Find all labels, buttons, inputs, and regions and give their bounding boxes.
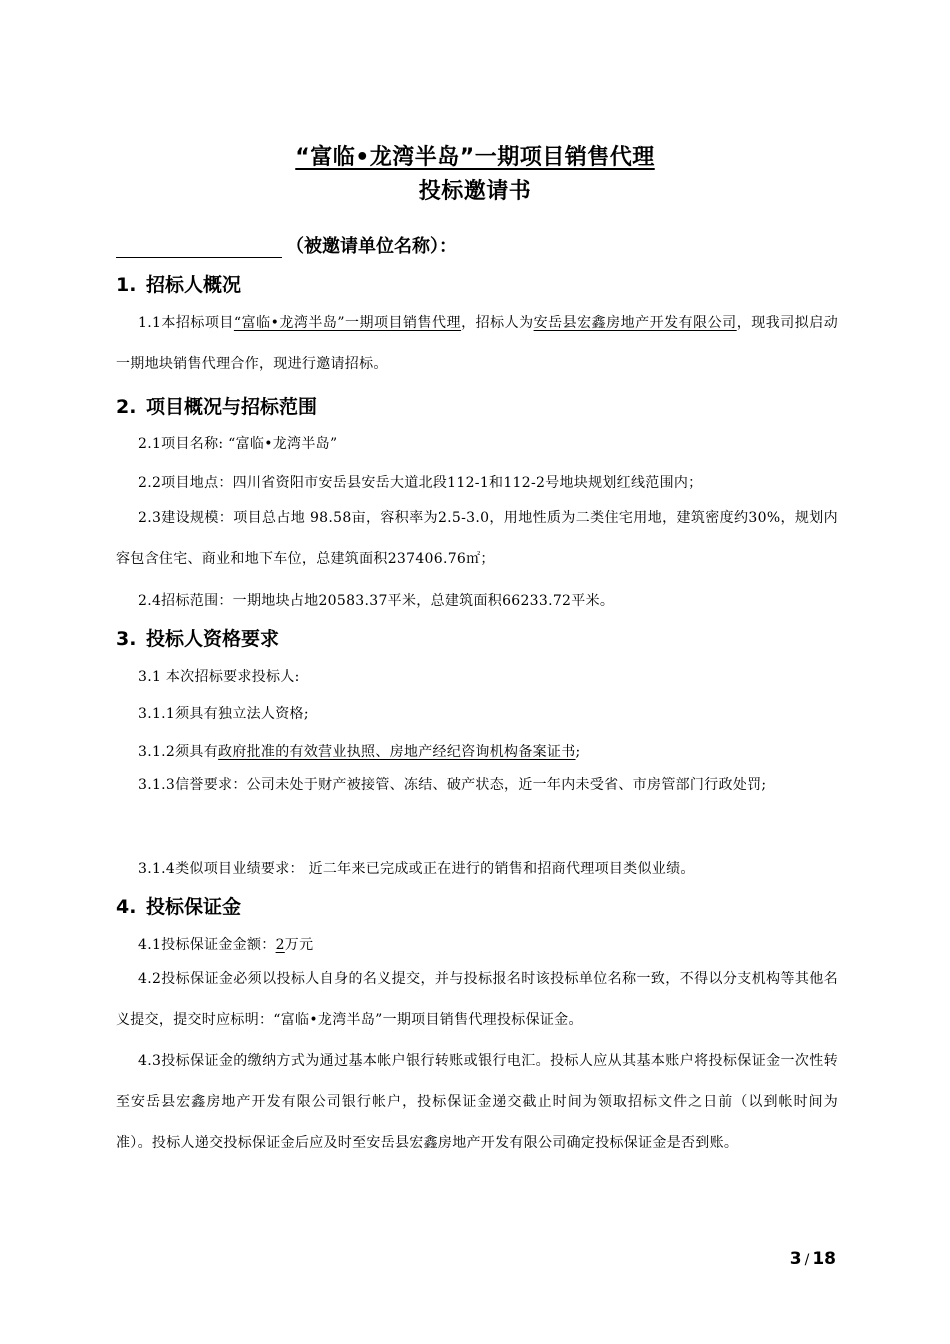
section-1-paragraph	[116, 303, 838, 385]
s2-tender-scope: 2.4招标范围：一期地块占地20583.37平米，总建筑面积66233.72平米。	[138, 593, 615, 609]
s1-text-c: ，招标人为	[461, 315, 534, 331]
s3-licenses-suffix: ;	[575, 744, 581, 760]
section-2-title: 项目概况与招标范围	[146, 396, 318, 418]
section-4-heading	[116, 892, 241, 919]
s3-licenses-detail: 政府批准的有效营业执照、房地产经纪咨询机构备案证书	[218, 744, 576, 760]
s2-project-name: 2.1项目名称: “富临•龙湾半岛”	[138, 436, 338, 452]
section-4-number: 4.	[116, 896, 137, 918]
title-line-1: “富临•龙湾半岛”一期项目销售代理	[295, 145, 655, 170]
s4-deposit-amount	[138, 934, 313, 954]
s4-amount-unit: 万元	[284, 937, 314, 953]
s3-requirement-intro: 3.1 本次招标要求投标人:	[138, 669, 300, 685]
s3-credit-requirement: 3.1.3信誉要求：公司未处于财产被接管、冻结、破产状态，近一年内未受省、市房管部门行政处罚;	[138, 777, 767, 793]
s1-text-a: 1.1本招标项目	[138, 315, 234, 331]
invitee-line	[116, 232, 457, 258]
section-1-heading	[116, 270, 241, 297]
s3-licenses	[138, 741, 581, 761]
s1-tenderer-name: 安岳县宏鑫房地产开发有限公司	[533, 315, 737, 331]
s4-amount-label: 4.1投标保证金金额：	[138, 937, 276, 953]
s4-deposit-payment-method: 4.3投标保证金的缴纳方式为通过基本帐户银行转账或银行电汇。投标人应从其基本账户将投标保证金一次性转至安岳县宏鑫房地产开发有限公司银行帐户，投标保证金递交截止时间为领取招标文件之日前（以到帐时间为准）。投标人递交投标保证金后应及时至安岳县宏鑫房地产开发有限公司确定投标保证金是否到账。	[116, 1053, 838, 1151]
section-4-title: 投标保证金	[146, 896, 242, 918]
s2-construction-scale: 2.3建设规模：项目总占地 98.58亩，容积率为2.5-3.0，用地性质为二类住宅用地，建筑密度约30%，规划内容包含住宅、商业和地下车位，总建筑面积237406.76㎡；	[116, 510, 838, 567]
section-3-number: 3.	[116, 628, 137, 650]
section-3-heading	[116, 624, 279, 651]
s4-deposit-name-rule: 4.2投标保证金必须以投标人自身的名义提交，并与投标报名时该投标单位名称一致，不得以分支机构等其他名义提交，提交时应标明：“富临•龙湾半岛”一期项目销售代理投标保证金。	[116, 971, 838, 1028]
s1-project-name: “富临•龙湾半岛”一期项目销售代理	[233, 315, 462, 331]
s3-performance-requirement: 3.1.4类似项目业绩要求： 近二年来已完成或正在进行的销售和招商代理项目类似业绩。	[138, 861, 695, 877]
s3-licenses-prefix: 3.1.2须具有	[138, 744, 219, 760]
total-pages: 18	[812, 1249, 836, 1269]
current-page: 3	[789, 1249, 802, 1269]
section-2-number: 2.	[116, 396, 137, 418]
section-3-title: 投标人资格要求	[146, 628, 280, 650]
document-title	[0, 140, 950, 171]
section-1-title: 招标人概况	[146, 274, 242, 296]
page-separator: /	[804, 1252, 810, 1268]
invitee-blank-field	[116, 237, 282, 258]
s1-text-e: ，现我司拟启动一期地块销售代理合作，现进行邀请招标。	[116, 315, 839, 372]
invitee-label: （被邀请单位名称）：	[286, 236, 457, 257]
s2-project-location: 2.2项目地点：四川省资阳市安岳县安岳大道北段112-1和112-2号地块规划红线范围内；	[138, 475, 703, 491]
page-number	[790, 1249, 836, 1269]
document-subtitle: 投标邀请书	[418, 179, 532, 204]
s4-amount-value: 2	[275, 937, 285, 953]
section-2-heading	[116, 392, 317, 419]
section-1-number: 1.	[116, 274, 137, 296]
s3-legal-entity: 3.1.1须具有独立法人资格;	[138, 706, 309, 722]
